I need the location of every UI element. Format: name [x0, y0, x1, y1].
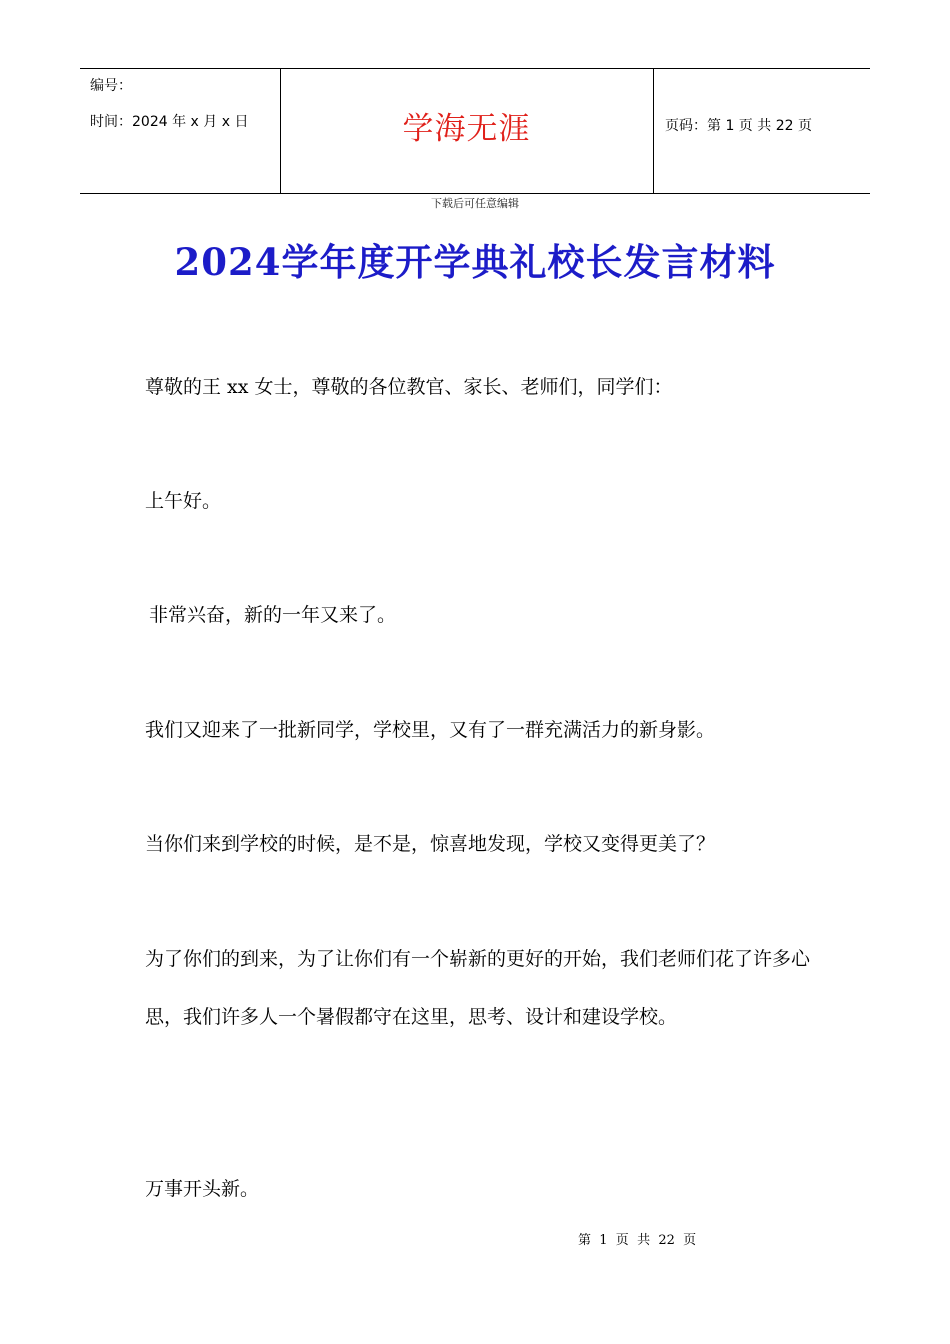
paragraph: 为了你们的到来，为了让你们有一个崭新的更好的开始，我们老师们花了许多心思，我们许多人一个暑假都守在这里，思考、设计和建设学校。 — [145, 948, 811, 1028]
paragraph: 万事开头新。 — [145, 1178, 260, 1200]
header-divider-right — [653, 69, 654, 193]
paragraph: 非常兴奋，新的一年又来了。 — [149, 604, 397, 626]
page-footer: 第 1 页 共 22 页 — [578, 1233, 697, 1248]
paragraph-greeting: 尊敬的王 xx 女士，尊敬的各位教官、家长、老师们，同学们： — [145, 376, 673, 398]
editable-note: 下载后可任意编辑 — [431, 197, 519, 210]
paragraph: 当你们来到学校的时候，是不是，惊喜地发现，学校又变得更美了？ — [145, 833, 716, 855]
paragraph: 上午好。 — [145, 490, 222, 512]
brand-title: 学海无涯 — [402, 111, 531, 147]
serial-number-label: 编号： — [90, 78, 132, 94]
page-info: 页码：第 1 页 共 22 页 — [665, 118, 812, 134]
date-label: 时间：2024 年 x 月 x 日 — [90, 114, 249, 130]
document-title: 2024学年度开学典礼校长发言材料 — [174, 240, 776, 284]
document-header — [80, 68, 870, 194]
paragraph: 我们又迎来了一批新同学，学校里，又有了一群充满活力的新身影。 — [145, 719, 716, 741]
